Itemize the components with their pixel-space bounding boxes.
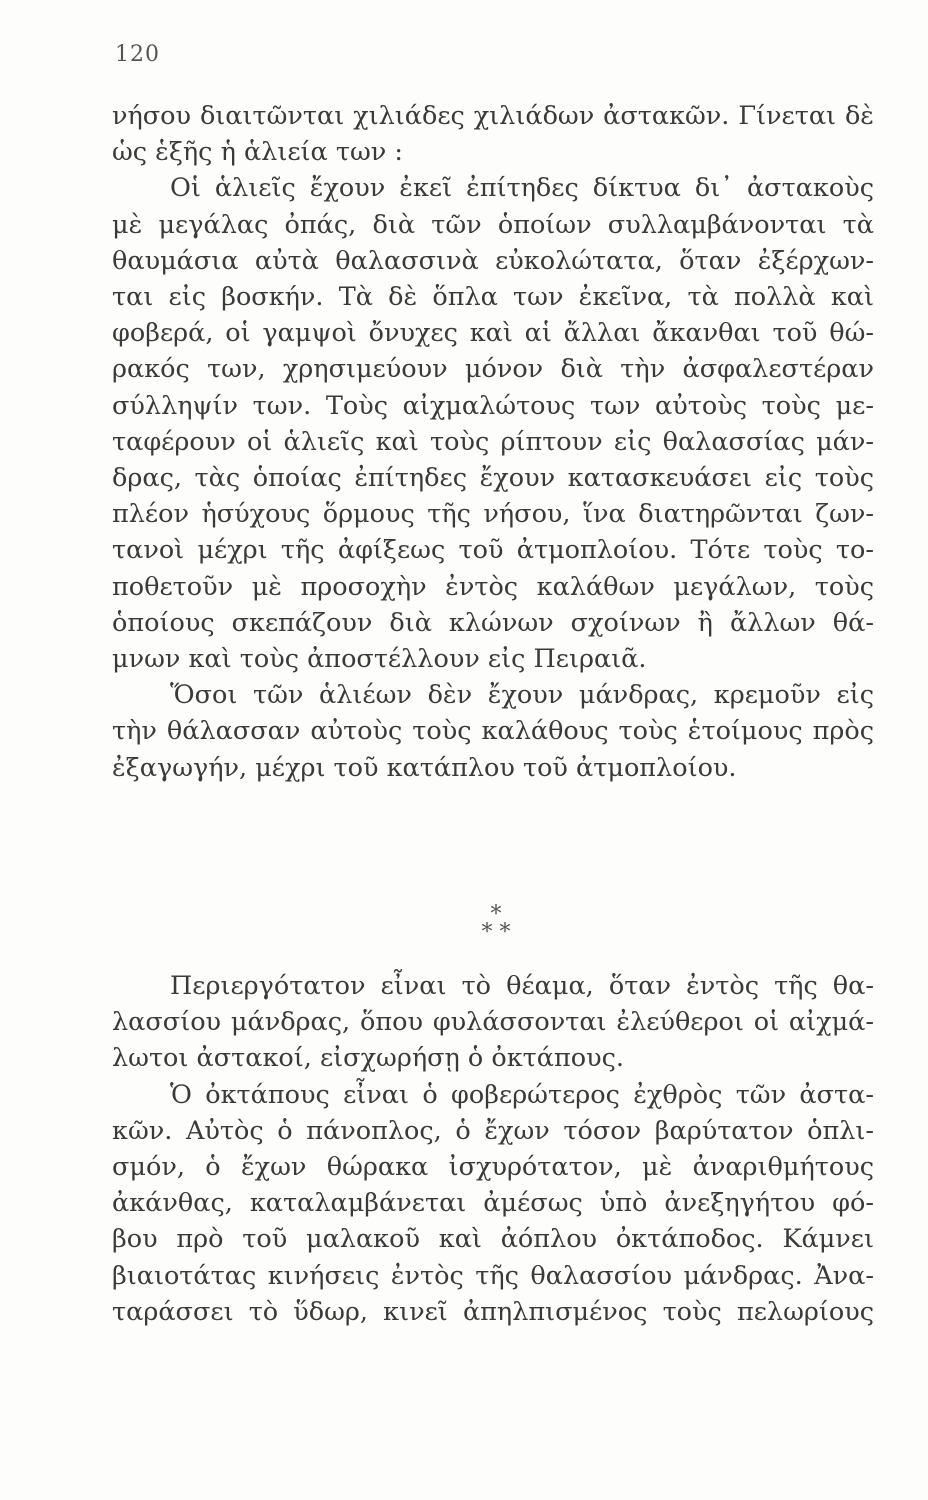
text-line: μὲ μεγάλας ὀπάς, διὰ τῶν ὁποίων συλλαμβάνονται τὰ (112, 209, 874, 240)
text-line: βιαιοτάτας κινήσεις ἐντὸς τῆς θαλασσίου μάνδρας. Ἀνα- (112, 1260, 874, 1291)
text-line: Ὅσοι τῶν ἁλιέων δὲν ἔχουν μάνδρας, κρεμοῦν εἰς (170, 680, 874, 711)
text-line: Περιεργότατον εἶναι τὸ θέαμα, ὅταν ἐντὸς τῆς θα- (170, 971, 874, 1001)
page-number: 120 (115, 42, 160, 67)
text-line: ταφέρουν οἱ ἁλιεῖς καὶ τοὺς ρίπτουν εἰς θαλασσίας μάν- (112, 426, 874, 457)
text-line: ρακός των, χρησιμεύουν μόνον διὰ τὴν ἀσφαλεστέραν (112, 354, 874, 385)
text-block-lower (112, 968, 874, 1330)
section-separator (466, 902, 526, 945)
text-line: δρας, τὰς ὁποίας ἐπίτηδες ἔχουν κατασκευάσει εἰς τοὺς (112, 463, 874, 494)
text-line: ταράσσει τὸ ὕδωρ, κινεῖ ἀπηλπισμένος τοὺς πελωρίους (112, 1296, 874, 1327)
text-line: λωτοι ἀστακοί, εἰσχωρήσῃ ὁ ὀκτάπους. (112, 1043, 624, 1074)
text-line: ἀκάνθας, καταλαμβάνεται ἀμέσως ὑπὸ ἀνεξηγήτου φό- (112, 1188, 874, 1219)
text-line: τὴν θάλασσαν αὐτοὺς τοὺς καλάθους τοὺς ἑτοίμους πρὸς (112, 716, 874, 747)
text-line: φοβερά, οἱ γαμψοὶ ὄνυχες καὶ αἱ ἄλλαι ἄκανθαι τοῦ θώ- (112, 318, 874, 349)
asterism-top: * (490, 902, 502, 927)
text-line: ὁποίους σκεπάζουν διὰ κλώνων σχοίνων ἢ ἄλλων θά- (112, 607, 874, 638)
text-line: τανοὶ μέχρι τῆς ἀφίξεως τοῦ ἀτμοπλοίου. Τότε τοὺς το- (112, 535, 874, 566)
text-line: σύλληψίν των. Τοὺς αἰχμαλώτους των αὐτοὺς τοὺς με- (112, 390, 874, 421)
text-line: ται εἰς βοσκήν. Τὰ δὲ ὅπλα των ἐκεῖνα, τὰ πολλὰ καὶ (112, 282, 874, 312)
text-line: ποθετοῦν μὲ προσοχὴν ἐντὸς καλάθων μεγάλων, τοὺς (112, 571, 874, 602)
text-line: πλέον ἡσύχους ὅρμους τῆς νήσου, ἵνα διατηρῶνται ζων- (112, 499, 874, 530)
text-line: λασσίου μάνδρας, ὅπου φυλάσσονται ἐλεύθεροι οἱ αἰχμά- (112, 1007, 874, 1038)
text-line: ἐξαγωγήν, μέχρι τοῦ κατάπλου τοῦ ἀτμοπλοίου. (112, 752, 737, 783)
text-line: βου πρὸ τοῦ μαλακοῦ καὶ ἀόπλου ὀκτάποδος. Κάμνει (112, 1224, 874, 1255)
text-line: νήσου διαιτῶνται χιλιάδες χιλιάδων ἀστακῶν. Γίνεται δὲ (112, 101, 874, 131)
text-block-upper (112, 98, 874, 786)
text-line: σμόν, ὁ ἔχων θώρακα ἰσχυρότατον, μὲ ἀναριθμήτους (112, 1152, 874, 1182)
asterism-bottom: * * (481, 920, 511, 945)
text-line: ὡς ἑξῆς ἡ ἁλιεία των : (112, 137, 403, 168)
text-line: Ὁ ὀκτάπους εἶναι ὁ φοβερώτερος ἐχθρὸς τῶν ἀστα- (170, 1079, 874, 1110)
text-line: μνων καὶ τοὺς ἀποστέλλουν εἰς Πειραιᾶ. (112, 644, 647, 675)
text-line: κῶν. Αὐτὸς ὁ πάνοπλος, ὁ ἔχων τόσον βαρύτατον ὁπλι- (112, 1115, 874, 1146)
text-line: Οἱ ἁλιεῖς ἔχουν ἐκεῖ ἐπίτηδες δίκτυα δι᾽ ἀστακοὺς (170, 173, 874, 204)
text-line: θαυμάσια αὐτὰ θαλασσινὰ εὐκολώτατα, ὅταν ἐξέρχων- (112, 245, 874, 276)
